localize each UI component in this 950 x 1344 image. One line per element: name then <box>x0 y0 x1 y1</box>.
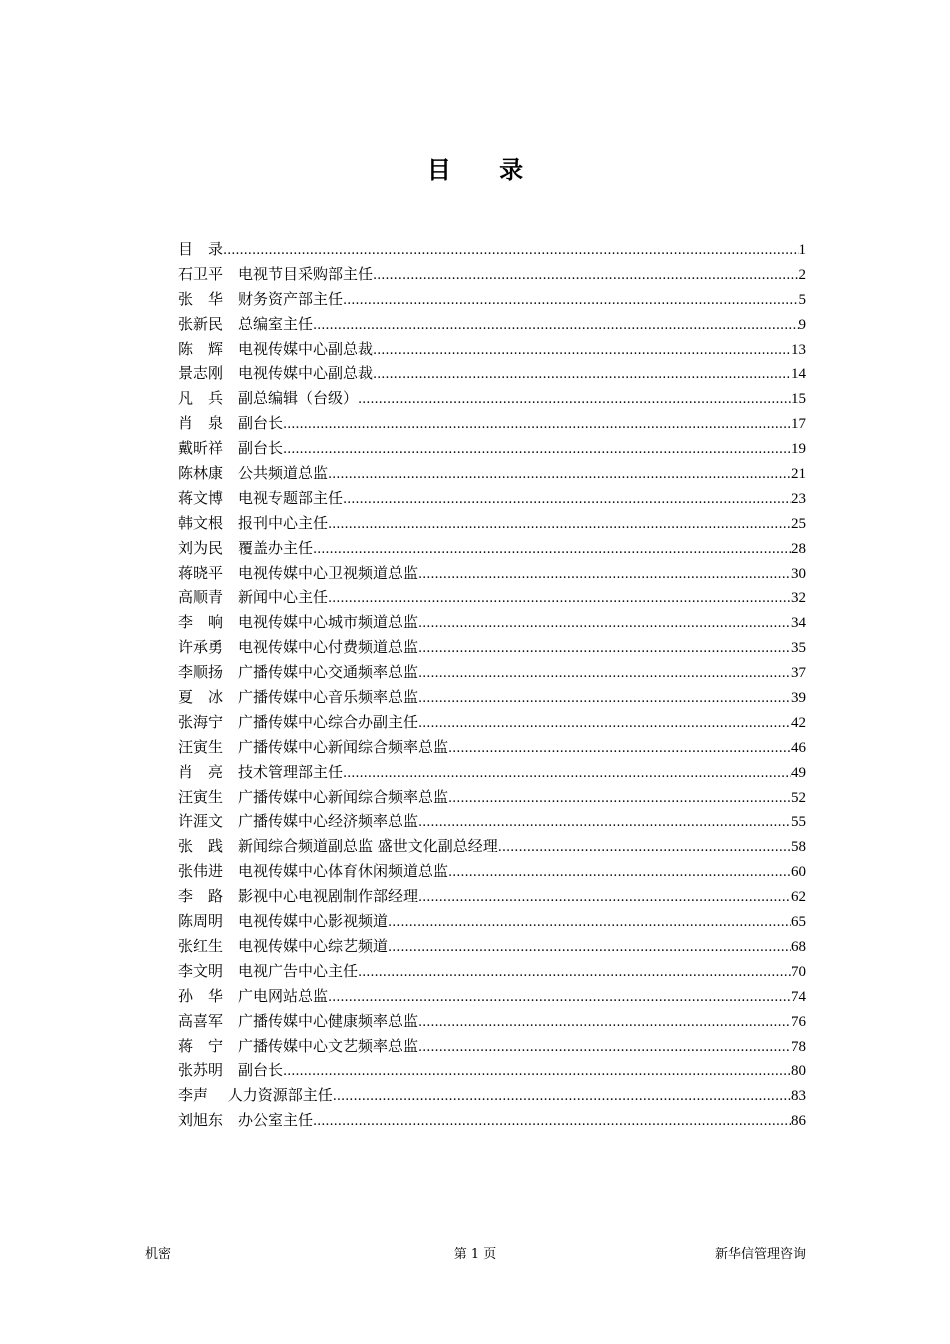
toc-entry[interactable] <box>178 909 806 934</box>
toc-entry-title: 夏 冰 广播传媒中心音乐频率总监 <box>178 688 419 707</box>
toc-entry[interactable] <box>178 361 806 386</box>
toc-entry[interactable] <box>178 561 806 586</box>
toc-entry[interactable] <box>178 685 806 710</box>
toc-entry-title: 张红生 电视传媒中心综艺频道 <box>178 936 389 955</box>
toc-leader-dots <box>498 836 791 861</box>
toc-entry-title: 蒋晓平 电视传媒中心卫视频道总监 <box>178 563 419 582</box>
toc-entry-title: 高顺青 新闻中心主任 <box>178 588 329 607</box>
toc-entry-title: 李声 人力资源部主任 <box>178 1086 333 1105</box>
toc-entry-title: 孙 华 广电网站总监 <box>178 986 329 1005</box>
toc-entry-page: 62 <box>791 889 806 906</box>
toc-entry-page: 86 <box>791 1113 806 1130</box>
toc-leader-dots <box>358 388 791 413</box>
toc-leader-dots <box>418 687 791 712</box>
toc-leader-dots <box>328 463 791 488</box>
toc-leader-dots <box>313 1110 791 1135</box>
toc-entry-page: 2 <box>798 266 806 283</box>
page-title: 目 录 <box>426 156 544 184</box>
toc-leader-dots <box>328 986 791 1011</box>
toc-entry-page: 76 <box>791 1013 806 1030</box>
toc-leader-dots <box>283 1060 791 1085</box>
toc-entry[interactable] <box>178 710 806 735</box>
toc-entry-title: 李文明 电视广告中心主任 <box>178 961 359 980</box>
toc-entry-title: 陈 辉 电视传媒中心副总裁 <box>178 339 374 358</box>
toc-entry[interactable] <box>178 337 806 362</box>
toc-entry-page: 60 <box>791 864 806 881</box>
toc-entry[interactable] <box>178 411 806 436</box>
toc-leader-dots <box>328 587 791 612</box>
toc-entry-title: 刘旭东 办公室主任 <box>178 1111 314 1130</box>
toc-leader-dots <box>358 961 791 986</box>
toc-entry-page: 19 <box>791 441 806 458</box>
toc-entry-title: 张 践 新闻综合频道副总监 盛世文化副总经理 <box>178 837 498 856</box>
toc-leader-dots <box>418 1011 791 1036</box>
toc-entry-title: 张新民 总编室主任 <box>178 314 314 333</box>
toc-entry[interactable] <box>178 959 806 984</box>
toc-leader-dots <box>313 314 798 339</box>
toc-entry-page: 55 <box>791 814 806 831</box>
toc-entry-title: 李顺扬 广播传媒中心交通频率总监 <box>178 663 419 682</box>
toc-entry-title: 刘为民 覆盖办主任 <box>178 538 314 557</box>
toc-entry[interactable] <box>178 1108 806 1133</box>
table-of-contents <box>178 237 806 1133</box>
toc-entry-page: 23 <box>791 490 806 507</box>
toc-entry-title: 陈林康 公共频道总监 <box>178 464 329 483</box>
toc-entry-title: 目 录 <box>178 240 224 258</box>
toc-entry-page: 9 <box>798 316 806 333</box>
toc-entry-page: 5 <box>798 291 806 308</box>
toc-entry-page: 37 <box>791 665 806 682</box>
toc-entry-page: 42 <box>791 714 806 731</box>
toc-entry[interactable] <box>178 735 806 760</box>
toc-entry[interactable] <box>178 386 806 411</box>
toc-entry[interactable] <box>178 809 806 834</box>
toc-leader-dots <box>448 737 791 762</box>
toc-entry-title: 石卫平 电视节目采购部主任 <box>178 264 374 283</box>
footer-page-number: 第 1 页 <box>453 1247 497 1262</box>
toc-entry[interactable] <box>178 1009 806 1034</box>
toc-leader-dots <box>418 1036 791 1061</box>
toc-entry-page: 46 <box>791 739 806 756</box>
toc-entry-page: 30 <box>791 565 806 582</box>
toc-entry[interactable] <box>178 237 806 262</box>
toc-entry-title: 肖 亮 技术管理部主任 <box>178 762 344 781</box>
toc-entry-page: 65 <box>791 914 806 931</box>
toc-entry-page: 78 <box>791 1038 806 1055</box>
toc-entry-title: 汪寅生 广播传媒中心新闻综合频率总监 <box>178 737 449 756</box>
toc-leader-dots <box>418 712 791 737</box>
toc-entry[interactable] <box>178 1083 806 1108</box>
toc-entry-title: 肖 泉 副台长 <box>178 414 284 433</box>
toc-entry[interactable] <box>178 511 806 536</box>
toc-entry-page: 70 <box>791 963 806 980</box>
toc-entry-title: 汪寅生 广播传媒中心新闻综合频率总监 <box>178 787 449 806</box>
toc-entry[interactable] <box>178 536 806 561</box>
footer-company: 新华信管理咨询 <box>714 1247 806 1262</box>
toc-entry[interactable] <box>178 1034 806 1059</box>
toc-leader-dots <box>343 488 791 513</box>
toc-entry[interactable] <box>178 486 806 511</box>
toc-entry-title: 蒋 宁 广播传媒中心文艺频率总监 <box>178 1036 419 1055</box>
toc-entry-title: 张苏明 副台长 <box>178 1061 284 1080</box>
toc-entry-page: 83 <box>791 1088 806 1105</box>
toc-entry-page: 35 <box>791 640 806 657</box>
toc-entry[interactable] <box>178 760 806 785</box>
toc-leader-dots <box>418 612 791 637</box>
toc-entry-title: 高喜军 广播传媒中心健康频率总监 <box>178 1011 419 1030</box>
toc-entry-title: 戴昕祥 副台长 <box>178 439 284 458</box>
toc-entry[interactable] <box>178 660 806 685</box>
toc-entry-title: 蒋文博 电视专题部主任 <box>178 488 344 507</box>
toc-leader-dots <box>388 911 791 936</box>
toc-entry-page: 68 <box>791 938 806 955</box>
toc-entry[interactable] <box>178 859 806 884</box>
toc-leader-dots <box>448 861 791 886</box>
toc-entry-title: 许涯文 广播传媒中心经济频率总监 <box>178 812 419 831</box>
toc-entry-page: 34 <box>791 615 806 632</box>
footer-confidential: 机密 <box>145 1247 172 1262</box>
toc-entry-page: 14 <box>791 366 806 383</box>
toc-entry-title: 张海宁 广播传媒中心综合办副主任 <box>178 712 419 731</box>
toc-entry-title: 许承勇 电视传媒中心付费频道总监 <box>178 638 419 657</box>
toc-entry[interactable] <box>178 461 806 486</box>
toc-entry-title: 景志刚 电视传媒中心副总裁 <box>178 364 374 383</box>
toc-entry[interactable] <box>178 585 806 610</box>
toc-entry[interactable] <box>178 1058 806 1083</box>
toc-entry[interactable] <box>178 984 806 1009</box>
toc-leader-dots <box>333 1085 791 1110</box>
toc-entry[interactable] <box>178 262 806 287</box>
toc-leader-dots <box>343 289 798 314</box>
toc-leader-dots <box>418 662 791 687</box>
toc-leader-dots <box>223 239 798 264</box>
toc-entry-page: 58 <box>791 839 806 856</box>
toc-entry[interactable] <box>178 312 806 337</box>
toc-entry-page: 21 <box>791 466 806 483</box>
toc-leader-dots <box>373 339 791 364</box>
toc-entry[interactable] <box>178 287 806 312</box>
toc-entry-title: 张 华 财务资产部主任 <box>178 289 344 308</box>
toc-entry-page: 13 <box>791 341 806 358</box>
toc-entry[interactable] <box>178 934 806 959</box>
toc-entry-title: 凡 兵 副总编辑（台级） <box>178 389 359 408</box>
toc-entry-page: 74 <box>791 988 806 1005</box>
toc-entry-page: 28 <box>791 540 806 557</box>
toc-entry[interactable] <box>178 785 806 810</box>
toc-leader-dots <box>418 637 791 662</box>
toc-entry-title: 陈周明 电视传媒中心影视频道 <box>178 912 389 931</box>
toc-leader-dots <box>328 513 791 538</box>
toc-entry-title: 李 响 电视传媒中心城市频道总监 <box>178 613 419 632</box>
toc-entry-title: 李 路 影视中心电视剧制作部经理 <box>178 887 419 906</box>
toc-leader-dots <box>373 264 798 289</box>
toc-leader-dots <box>373 363 791 388</box>
toc-entry-page: 80 <box>791 1063 806 1080</box>
toc-entry-page: 17 <box>791 416 806 433</box>
toc-leader-dots <box>283 438 791 463</box>
toc-entry-page: 1 <box>798 242 806 258</box>
toc-entry-page: 25 <box>791 515 806 532</box>
toc-leader-dots <box>388 936 791 961</box>
toc-entry[interactable] <box>178 436 806 461</box>
toc-entry[interactable] <box>178 834 806 859</box>
toc-leader-dots <box>283 413 791 438</box>
toc-leader-dots <box>418 886 791 911</box>
toc-entry-page: 32 <box>791 590 806 607</box>
toc-entry-page: 52 <box>791 789 806 806</box>
toc-entry[interactable] <box>178 635 806 660</box>
toc-entry-title: 张伟进 电视传媒中心体育休闲频道总监 <box>178 862 449 881</box>
toc-entry[interactable] <box>178 884 806 909</box>
toc-entry-page: 49 <box>791 764 806 781</box>
toc-entry-title: 韩文根 报刊中心主任 <box>178 513 329 532</box>
toc-leader-dots <box>343 762 791 787</box>
toc-entry[interactable] <box>178 610 806 635</box>
toc-entry-page: 15 <box>791 391 806 408</box>
toc-entry-page: 39 <box>791 690 806 707</box>
toc-leader-dots <box>448 787 791 812</box>
toc-leader-dots <box>418 563 791 588</box>
toc-leader-dots <box>418 811 791 836</box>
toc-leader-dots <box>313 538 791 563</box>
